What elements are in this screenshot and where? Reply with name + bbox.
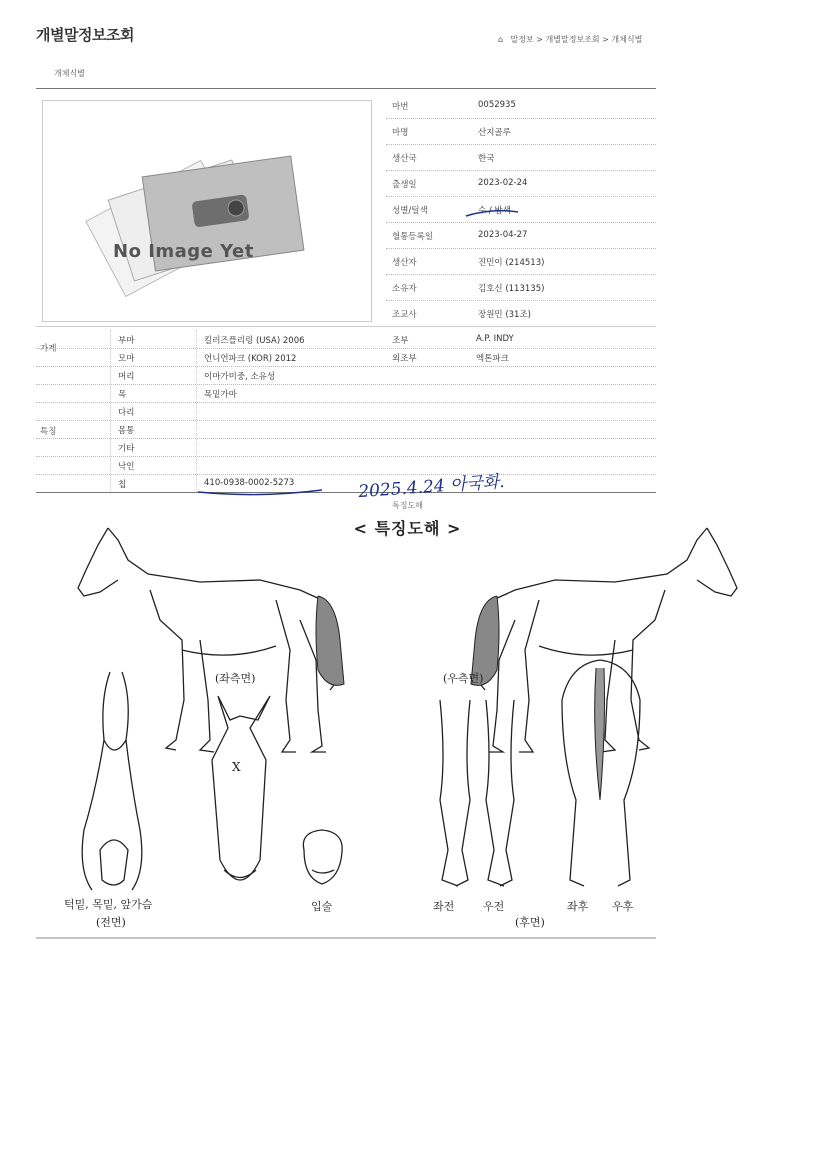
horse-head-outline (212, 696, 270, 880)
pen-underline (198, 490, 322, 495)
pedigree-label: 모마 (118, 354, 135, 364)
info-value: 김호신 (113135) (478, 284, 545, 294)
feature-label: 칩 (118, 480, 127, 490)
label-right-side: (우측면) (443, 672, 484, 685)
label-hind-left: 좌후 (567, 900, 589, 913)
tab-identification[interactable]: 개체식별 (54, 69, 85, 78)
horse-muzzle-outline (303, 830, 342, 884)
horse-front-outline (82, 672, 142, 890)
pen-underline (466, 211, 518, 216)
label-front-bottom: (전면) (96, 916, 126, 929)
label-hind-right: 우후 (612, 900, 634, 913)
label-muzzle: 입술 (311, 900, 333, 913)
info-value: 2023-02-24 (478, 178, 528, 188)
info-label: 소유자 (392, 284, 417, 294)
info-value: 수 / 밤색 (478, 206, 511, 216)
feature-label: 몸통 (118, 426, 135, 436)
feature-label: 머리 (118, 372, 135, 382)
diagram-title: < 특징도해 > (353, 519, 462, 538)
pedigree-value: 엑톤파크 (476, 354, 509, 364)
label-rear-bottom: (후면) (515, 916, 545, 929)
features-group-label: 특징 (40, 427, 57, 437)
info-label: 마번 (392, 102, 409, 112)
pedigree-label: 조부 (392, 336, 409, 346)
pedigree-value: A.P. INDY (476, 334, 514, 344)
info-label: 마명 (392, 128, 409, 138)
info-value: 0052935 (478, 100, 516, 110)
home-icon[interactable]: ⌂ (498, 35, 504, 44)
info-value: 산지골루 (478, 128, 511, 138)
breadcrumb-text: 말정보 > 개별말정보조회 > 개체식별 (510, 35, 643, 44)
info-value: 진민이 (214513) (478, 258, 545, 268)
info-value: 2023-04-27 (478, 230, 528, 240)
feature-value: 이마가미중, 소유성 (204, 372, 276, 382)
label-fore-right: 우전 (483, 900, 505, 913)
feature-value: 목밑가마 (204, 390, 237, 400)
horse-rear-outline (562, 660, 640, 886)
pedigree-value: 언니언파크 (KOR) 2012 (204, 354, 297, 364)
page-title: 개별말정보조회 (36, 26, 134, 44)
info-label: 혈통등록일 (392, 232, 434, 242)
head-mark: X (232, 760, 241, 774)
pedigree-value: 킬러즈플리링 (USA) 2006 (204, 336, 305, 346)
feature-label: 다리 (118, 408, 135, 418)
handwritten-note: 2025.4.24 아국화. (357, 471, 506, 503)
horse-left-side-outline (78, 528, 344, 752)
info-label: 생산국 (392, 154, 417, 164)
info-value: 장원민 (31조) (478, 310, 531, 320)
info-label: 생산자 (392, 258, 417, 268)
pedigree-label: 부마 (118, 336, 135, 346)
feature-label: 목 (118, 390, 127, 400)
diagram-caption: 특징도해 (392, 501, 423, 510)
feature-label: 낙인 (118, 462, 135, 472)
pedigree-group-label: 가계 (40, 344, 57, 354)
info-label: 조교사 (392, 310, 417, 320)
label-left-side: (좌측면) (215, 672, 256, 685)
info-value: 한국 (478, 154, 495, 164)
label-front-top: 턱밑, 목밑, 앞가슴 (64, 898, 153, 911)
label-fore-left: 좌전 (433, 900, 455, 913)
chip-number: 410-0938-0002-5273 (204, 478, 295, 488)
forelegs-outline (440, 700, 514, 886)
pedigree-label: 외조부 (392, 354, 417, 364)
info-label: 성별/털색 (392, 206, 428, 216)
no-image-text: No Image Yet (113, 241, 254, 262)
info-label: 출생일 (392, 180, 417, 190)
feature-label: 기타 (118, 444, 135, 454)
